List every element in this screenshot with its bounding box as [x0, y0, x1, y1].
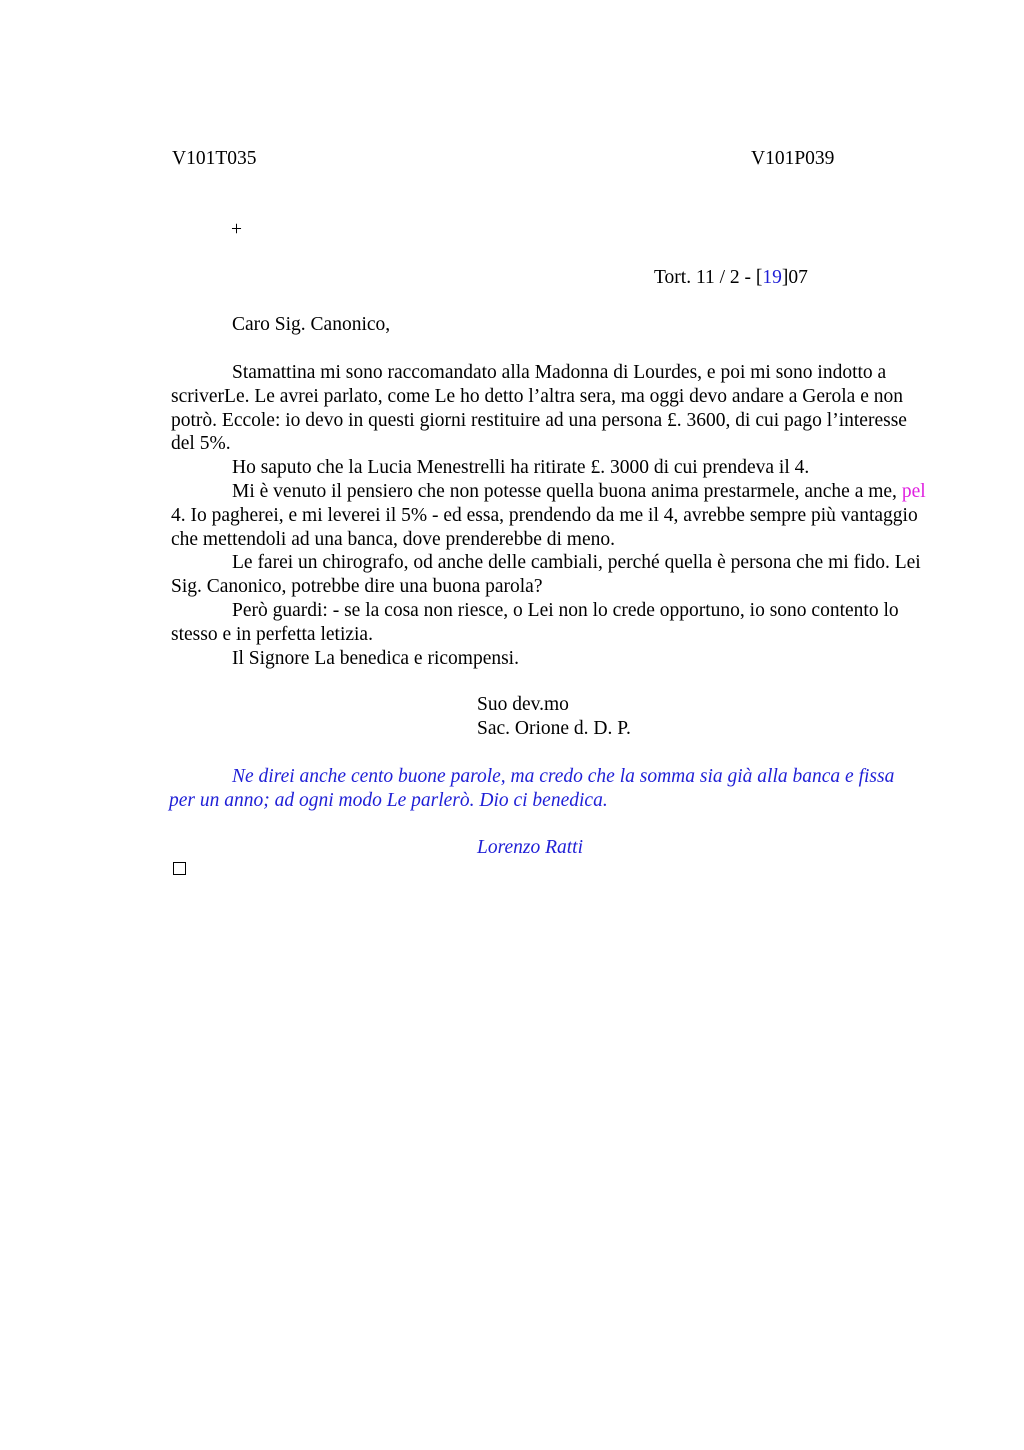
paragraph-3 — [171, 480, 931, 551]
highlighted-word: pel — [901, 480, 926, 502]
reply-note — [169, 765, 909, 813]
reply-text: Ne direi anche cento buone parole, ma credo che la somma sia già alla banca e fissa per un anno; ad ogni modo Le parlerò. Dio ci benedica. — [169, 766, 895, 811]
cross-symbol: + — [231, 219, 242, 240]
paragraph-1: Stamattina mi sono raccomandato alla Madonna di Lourdes, e poi mi sono indotto a scriverLe. Le avrei parlato, come Le ho detto l’altra sera, ma oggi devo andare a Gerola e non potrò. Eccole: io devo in questi giorni restituire ad una persona £. 3600, di cui pago l’interesse del 5%. — [171, 362, 907, 455]
salutation: Caro Sig. Canonico, — [232, 314, 391, 335]
date-suffix: ]07 — [781, 267, 808, 288]
paragraph-4: Le farei un chirografo, od anche delle cambiali, perché quella è persona che mi fido. Lei Sig. Canonico, potrebbe dire una buona parola? — [171, 552, 921, 598]
paragraph-3-after: 4. Io pagherei, e mi leverei il 5% - ed essa, prendendo da me il 4, avrebbe sempre più vantaggio che mettendoli ad una banca, dove prenderebbe di meno. — [171, 504, 918, 550]
date-prefix: Tort. 11 / 2 - [ — [654, 267, 763, 288]
signature-closing: Suo dev.mo — [477, 694, 569, 715]
paragraph-3-before: Mi è venuto il pensiero che non potesse quella buona anima prestarmele, anche a me, — [232, 480, 902, 502]
document-code-right: V101P039 — [751, 148, 835, 169]
signature-name: Sac. Orione d. D. P. — [477, 718, 631, 739]
paragraph-2: Ho saputo che la Lucia Menestrelli ha ritirate £. 3000 di cui prendeva il 4. — [232, 457, 810, 479]
end-square-icon — [173, 862, 186, 875]
letter-body — [171, 361, 931, 670]
date-year-insert: 19 — [762, 267, 782, 288]
letter-date — [654, 266, 808, 290]
reply-signature: Lorenzo Ratti — [477, 837, 583, 858]
paragraph-5: Però guardi: - se la cosa non riesce, o Lei non lo crede opportuno, io sono contento lo stesso e in perfetta letizia. — [171, 599, 899, 645]
document-code-left: V101T035 — [172, 148, 257, 169]
paragraph-6: Il Signore La benedica e ricompensi. — [232, 647, 519, 669]
